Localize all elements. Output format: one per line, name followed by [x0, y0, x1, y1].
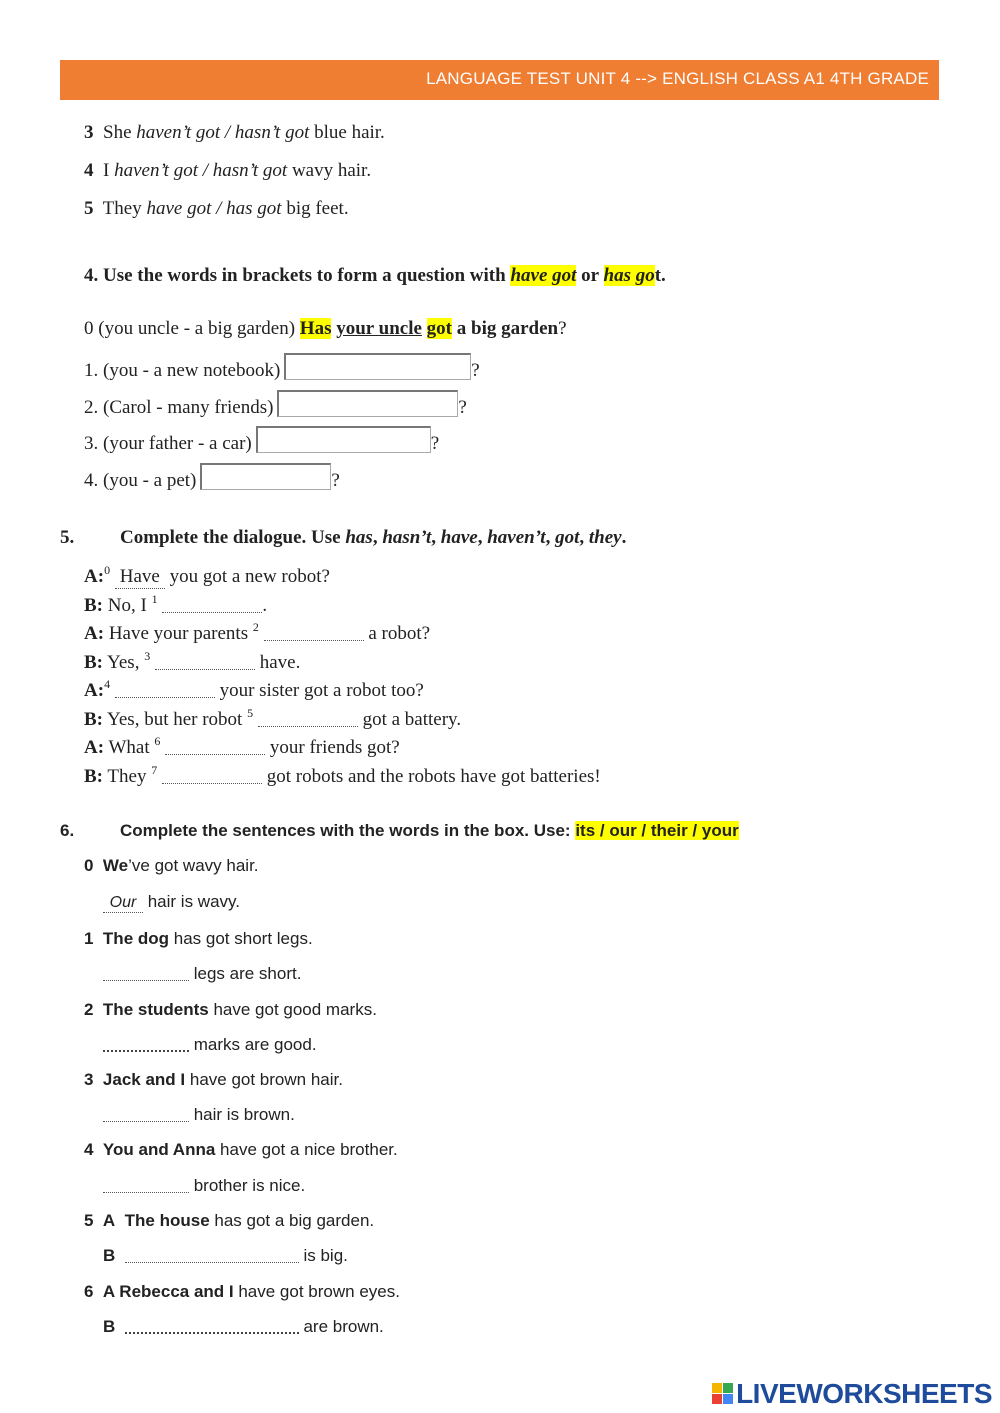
dialogue-answer[interactable] [162, 596, 262, 613]
part6-answer-line: B is big. [103, 1246, 348, 1265]
part4-heading: 4. Use the words in brackets to form a question with have got or has got. [84, 265, 666, 286]
part6-item: 3 Jack and I have got brown hair. [84, 1070, 343, 1089]
dialogue-answer[interactable] [264, 624, 364, 641]
dialogue-line: A:$^4$ your sister got a robot too? [84, 677, 424, 701]
dialogue-line: A:$^0$ Have you got a new robot? [84, 563, 330, 587]
part5-heading: 5. Complete the dialogue. Use has, hasn’t, have, haven’t, got, they. [60, 527, 627, 548]
dialogue-line: A: Have your parents $^2$ a robot? [84, 620, 431, 644]
part6-item: 4 You and Anna have got a nice brother. [84, 1140, 398, 1159]
part3-item: 3 She haven’t got / hasn’t got blue hair. [84, 122, 385, 143]
liveworksheets-mark-icon [712, 1383, 734, 1405]
word-box: its / our / their / your [575, 821, 739, 840]
answer-input[interactable] [125, 1246, 299, 1263]
answer-input[interactable] [103, 1176, 189, 1193]
part6-answer-line: marks are good. [103, 1035, 317, 1055]
dialogue-line: B: Yes, $^3$ have. [84, 649, 301, 673]
answer-input[interactable] [277, 390, 458, 417]
dialogue-line: B: They $^7$ got robots and the robots have got batteries! [84, 763, 601, 787]
part6-item: 2 The students have got good marks. [84, 1000, 377, 1019]
answer-input[interactable] [284, 353, 471, 380]
part6-item: 1 The dog has got short legs. [84, 929, 313, 948]
answer-input[interactable] [103, 1105, 189, 1122]
part4-question: 1. (you - a new notebook) ? [84, 353, 480, 382]
part6-item: 6 A Rebecca and I have got brown eyes. [84, 1282, 400, 1301]
part4-question: 2. (Carol - many friends) ? [84, 390, 467, 419]
part4-question: 4. (you - a pet) ? [84, 463, 340, 492]
answer-input[interactable] [103, 964, 189, 981]
part6-heading: 6. Complete the sentences with the words in the box. Use: its / our / their / your [60, 821, 739, 840]
header-banner [60, 60, 939, 100]
dialogue-answer[interactable]: Have [115, 566, 165, 589]
logo-text: LIVEWORKSHEETS [736, 1378, 992, 1409]
liveworksheets-logo [712, 1378, 992, 1410]
dialogue-answer[interactable] [258, 710, 358, 727]
answer-input[interactable] [256, 426, 431, 453]
dialogue-answer[interactable] [115, 681, 215, 698]
answer-input[interactable] [125, 1318, 299, 1334]
answer-input[interactable]: Our [103, 894, 143, 913]
part3-item: 4 I haven’t got / hasn’t got wavy hair. [84, 160, 372, 181]
part4-question: 3. (your father - a car) ? [84, 426, 439, 455]
header-title: LANGUAGE TEST UNIT 4 --> ENGLISH CLASS A1 4TH GRADE [426, 69, 929, 88]
dialogue-line: B: Yes, but her robot $^5$ got a battery. [84, 706, 462, 730]
part6-answer-line: brother is nice. [103, 1176, 305, 1196]
part6-answer-line: legs are short. [103, 964, 301, 984]
part3-item: 5 They have got / has got big feet. [84, 198, 349, 219]
dialogue-answer[interactable] [155, 653, 255, 670]
dialogue-answer[interactable] [165, 738, 265, 755]
part6-answer-line: Our hair is wavy. [103, 892, 240, 913]
part6-answer-line: hair is brown. [103, 1105, 295, 1125]
answer-input[interactable] [200, 463, 331, 490]
part6-item: 0 We’ve got wavy hair. [84, 856, 259, 875]
dialogue-line: A: What $^6$ your friends got? [84, 734, 400, 758]
dialogue-line: B: No, I $^1$ . [84, 592, 268, 616]
part6-answer-line: B are brown. [103, 1317, 384, 1336]
dialogue-answer[interactable] [162, 767, 262, 784]
part4-example: 0 (you uncle - a big garden) Has your uncle got a big garden? [84, 318, 567, 339]
answer-input[interactable] [103, 1036, 189, 1052]
part6-item: 5 A The house has got a big garden. [84, 1211, 375, 1230]
